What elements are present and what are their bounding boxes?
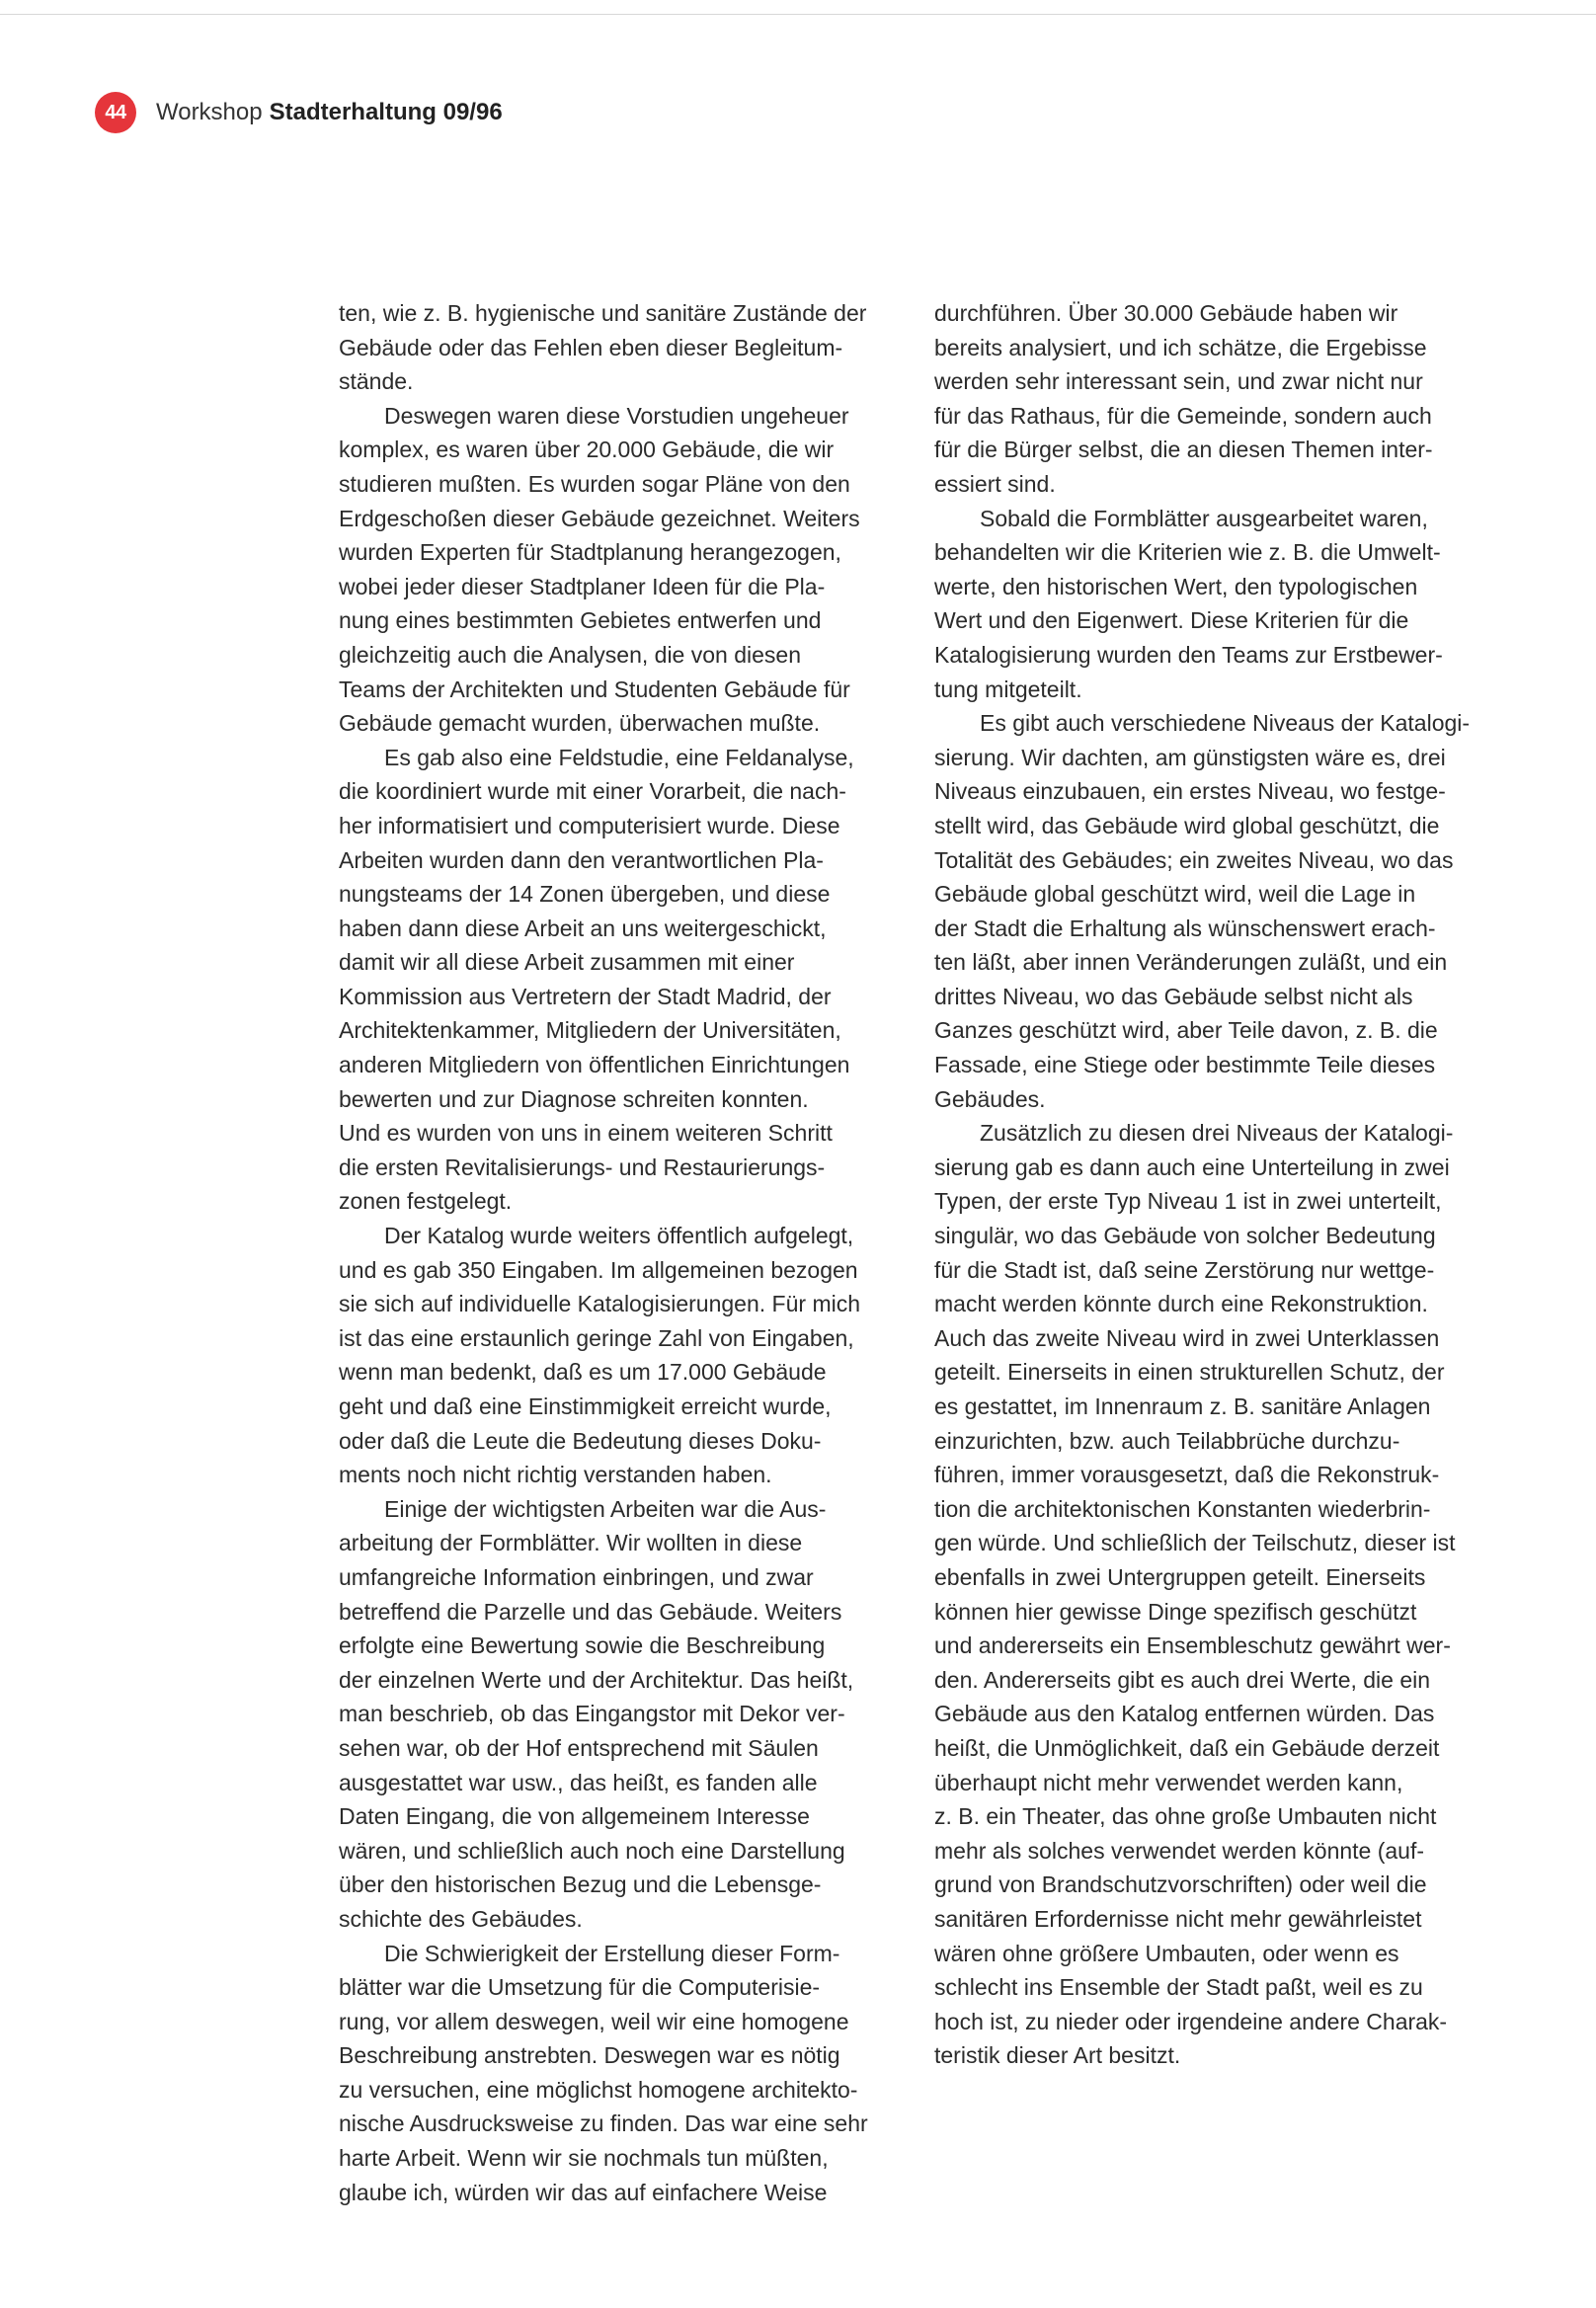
text-line: durchführen. Über 30.000 Gebäude haben wir xyxy=(934,300,1398,326)
text-line: führen, immer vorausgesetzt, daß die Rekonstruk- xyxy=(934,1462,1440,1488)
text-line: nische Ausdrucksweise zu finden. Das war eine sehr xyxy=(339,2110,868,2137)
text-line: Sobald die Formblätter ausgearbeitet waren, xyxy=(980,505,1428,531)
text-line: Gebäude global geschützt wird, weil die Lage in xyxy=(934,881,1416,908)
text-line: wären ohne größere Umbauten, oder wenn es xyxy=(934,1940,1399,1966)
text-line: Gebäude oder das Fehlen eben dieser Begleitum- xyxy=(339,334,843,360)
text-line: nungsteams der 14 Zonen übergeben, und diese xyxy=(339,881,831,908)
text-line: Ganzes geschützt wird, aber Teile davon, z. B. die xyxy=(934,1017,1438,1044)
text-line: rung, vor allem deswegen, weil wir eine homogene xyxy=(339,2008,849,2034)
text-line: arbeitung der Formblätter. Wir wollten in diese xyxy=(339,1530,803,1556)
text-line: Typen, der erste Typ Niveau 1 ist in zwei unterteilt, xyxy=(934,1188,1442,1215)
text-line: wären, und schließlich auch noch eine Darstellung xyxy=(339,1837,845,1864)
text-line: Erdgeschoßen dieser Gebäude gezeichnet. Weiters xyxy=(339,505,860,531)
text-line: Katalogisierung wurden den Teams zur Erstbewer- xyxy=(934,641,1443,668)
text-line: Architektenkammer, Mitgliedern der Universitäten, xyxy=(339,1017,841,1044)
text-line: erfolgte eine Bewertung sowie die Beschreibung xyxy=(339,1632,826,1659)
text-line: Gebäude aus den Katalog entfernen würden. Das xyxy=(934,1701,1435,1727)
text-line: sie sich auf individuelle Katalogisierungen. Für mich xyxy=(339,1291,861,1317)
text-line: Kommission aus Vertretern der Stadt Madrid, der xyxy=(339,983,832,1009)
text-line: heißt, die Unmöglichkeit, daß ein Gebäude derzeit xyxy=(934,1734,1440,1761)
text-line: Gebäudes. xyxy=(934,1085,1046,1112)
text-line: wobei jeder dieser Stadtplaner Ideen für die Pla- xyxy=(339,573,826,599)
text-line: z. B. ein Theater, das ohne große Umbauten nicht xyxy=(934,1803,1437,1830)
text-line: Es gibt auch verschiedene Niveaus der Katalogi- xyxy=(980,710,1471,737)
text-line: umfangreiche Information einbringen, und zwar xyxy=(339,1563,814,1590)
issue-title: Stadterhaltung 09/96 xyxy=(269,99,503,125)
text-line: stände. xyxy=(339,368,414,395)
text-line: und andererseits ein Ensembleschutz gewährt wer- xyxy=(934,1632,1451,1659)
text-column-left xyxy=(339,296,912,2209)
text-line: wurden Experten für Stadtplanung herangezogen, xyxy=(339,539,841,566)
text-line: werte, den historischen Wert, den typologischen xyxy=(934,573,1418,599)
text-line: tion die architektonischen Konstanten wiederbrin- xyxy=(934,1495,1431,1522)
top-rule xyxy=(0,14,1596,15)
text-line: haben dann diese Arbeit an uns weitergeschickt, xyxy=(339,915,827,941)
text-line: für die Bürger selbst, die an diesen Themen inter- xyxy=(934,437,1433,463)
text-line: komplex, es waren über 20.000 Gebäude, die wir xyxy=(339,437,835,463)
text-line: sehen war, ob der Hof entsprechend mit Säulen xyxy=(339,1734,819,1761)
text-line: können hier gewisse Dinge spezifisch geschützt xyxy=(934,1598,1417,1625)
text-line: bereits analysiert, und ich schätze, die Ergebisse xyxy=(934,334,1427,360)
text-line: Und es wurden von uns in einem weiteren Schritt xyxy=(339,1120,833,1147)
text-line: blätter war die Umsetzung für die Computerisie- xyxy=(339,1974,821,2001)
text-line: drittes Niveau, wo das Gebäude selbst nicht als xyxy=(934,983,1413,1009)
text-line: überhaupt nicht mehr verwendet werden kann, xyxy=(934,1769,1403,1795)
text-line: Beschreibung anstrebten. Deswegen war es nötig xyxy=(339,2042,840,2069)
text-line: bewerten und zur Diagnose schreiten konnten. xyxy=(339,1085,809,1112)
text-line: Totalität des Gebäudes; ein zweites Niveau, wo das xyxy=(934,846,1454,873)
text-line: geteilt. Einerseits in einen strukturellen Schutz, der xyxy=(934,1359,1445,1386)
text-line: und es gab 350 Eingaben. Im allgemeinen bezogen xyxy=(339,1256,858,1283)
text-line: stellt wird, das Gebäude wird global geschützt, die xyxy=(934,812,1440,838)
text-line: betreffend die Parzelle und das Gebäude. Weiters xyxy=(339,1598,842,1625)
text-line: Daten Eingang, die von allgemeinem Interesse xyxy=(339,1803,810,1830)
text-line: anderen Mitgliedern von öffentlichen Einrichtungen xyxy=(339,1052,850,1078)
text-line: harte Arbeit. Wenn wir sie nochmals tun müßten, xyxy=(339,2145,829,2172)
text-line: ebenfalls in zwei Untergruppen geteilt. Einerseits xyxy=(934,1563,1426,1590)
text-line: Wert und den Eigenwert. Diese Kriterien für die xyxy=(934,607,1409,634)
text-line: behandelten wir die Kriterien wie z. B. die Umwelt- xyxy=(934,539,1441,566)
text-line: tung mitgeteilt. xyxy=(934,676,1082,702)
text-line: werden sehr interessant sein, und zwar nicht nur xyxy=(934,368,1423,395)
text-line: mehr als solches verwendet werden könnte (auf- xyxy=(934,1837,1425,1864)
text-line: schichte des Gebäudes. xyxy=(339,1905,583,1932)
text-line: für das Rathaus, für die Gemeinde, sondern auch xyxy=(934,402,1432,429)
text-line: Es gab also eine Feldstudie, eine Feldanalyse, xyxy=(384,744,854,770)
text-line: Teams der Architekten und Studenten Gebäude für xyxy=(339,676,850,702)
text-line: grund von Brandschutzvorschriften) oder weil die xyxy=(934,1871,1427,1898)
text-line: gleichzeitig auch die Analysen, die von diesen xyxy=(339,641,801,668)
text-line: Fassade, eine Stiege oder bestimmte Teile dieses xyxy=(934,1052,1436,1078)
text-line: oder daß die Leute die Bedeutung dieses Doku- xyxy=(339,1427,822,1454)
text-line: man beschrieb, ob das Eingangstor mit Dekor ver- xyxy=(339,1701,845,1727)
text-line: Der Katalog wurde weiters öffentlich aufgelegt, xyxy=(384,1223,854,1249)
text-line: den. Andererseits gibt es auch drei Werte, die ein xyxy=(934,1666,1431,1693)
publication-name: Workshop xyxy=(156,99,263,125)
text-line: nung eines bestimmten Gebietes entwerfen und xyxy=(339,607,822,634)
text-line: geht und daß eine Einstimmigkeit erreicht wurde, xyxy=(339,1393,832,1419)
text-line: Auch das zweite Niveau wird in zwei Unterklassen xyxy=(934,1324,1440,1351)
text-line: Zusätzlich zu diesen drei Niveaus der Katalogi- xyxy=(980,1120,1454,1147)
page-number-badge: 44 xyxy=(95,92,136,133)
text-line: hoch ist, zu nieder oder irgendeine andere Charak- xyxy=(934,2008,1448,2034)
text-line: wenn man bedenkt, daß es um 17.000 Gebäude xyxy=(339,1359,827,1386)
text-line: ten, wie z. B. hygienische und sanitäre Zustände der xyxy=(339,300,867,326)
text-line: schlecht ins Ensemble der Stadt paßt, weil es zu xyxy=(934,1974,1423,2001)
text-line: ausgestattet war usw., das heißt, es fanden alle xyxy=(339,1769,818,1795)
text-line: studieren mußten. Es wurden sogar Pläne von den xyxy=(339,470,850,497)
text-line: ist das eine erstaunlich geringe Zahl von Eingaben, xyxy=(339,1324,854,1351)
text-line: über den historischen Bezug und die Lebensge- xyxy=(339,1871,822,1898)
text-line: für die Stadt ist, daß seine Zerstörung nur wettge- xyxy=(934,1256,1435,1283)
text-line: Arbeiten wurden dann den verantwortlichen Pla- xyxy=(339,846,824,873)
text-line: glaube ich, würden wir das auf einfachere Weise xyxy=(339,2179,828,2205)
text-line: Deswegen waren diese Vorstudien ungeheuer xyxy=(384,402,849,429)
text-line: essiert sind. xyxy=(934,470,1056,497)
text-line: sanitären Erfordernisse nicht mehr gewährleistet xyxy=(934,1905,1422,1932)
text-line: ments noch nicht richtig verstanden haben. xyxy=(339,1462,772,1488)
text-line: macht werden könnte durch eine Rekonstruktion. xyxy=(934,1291,1428,1317)
text-line: zu versuchen, eine möglichst homogene architekto- xyxy=(339,2076,858,2103)
text-line: sierung. Wir dachten, am günstigsten wäre es, drei xyxy=(934,744,1446,770)
text-line: sierung gab es dann auch eine Unterteilung in zwei xyxy=(934,1154,1450,1180)
text-line: Einige der wichtigsten Arbeiten war die Aus- xyxy=(384,1495,827,1522)
text-column-right xyxy=(934,296,1507,2073)
text-line: ten läßt, aber innen Veränderungen zuläßt, und ein xyxy=(934,949,1448,976)
text-line: es gestattet, im Innenraum z. B. sanitäre Anlagen xyxy=(934,1393,1431,1419)
text-line: her informatisiert und computerisiert wurde. Diese xyxy=(339,812,840,838)
text-line: Die Schwierigkeit der Erstellung dieser Form- xyxy=(384,1940,840,1966)
text-line: Gebäude gemacht wurden, überwachen mußte. xyxy=(339,710,821,737)
text-line: teristik dieser Art besitzt. xyxy=(934,2042,1181,2069)
text-line: einzurichten, bzw. auch Teilabbrüche durchzu- xyxy=(934,1427,1400,1454)
text-line: zonen festgelegt. xyxy=(339,1188,513,1215)
running-header xyxy=(95,91,503,134)
text-line: damit wir all diese Arbeit zusammen mit einer xyxy=(339,949,795,976)
text-line: die koordiniert wurde mit einer Vorarbeit, die nach- xyxy=(339,778,846,805)
text-line: die ersten Revitalisierungs- und Restaurierungs- xyxy=(339,1154,826,1180)
text-line: singulär, wo das Gebäude von solcher Bedeutung xyxy=(934,1223,1436,1249)
text-line: gen würde. Und schließlich der Teilschutz, dieser ist xyxy=(934,1530,1456,1556)
text-line: der einzelnen Werte und der Architektur. Das heißt, xyxy=(339,1666,854,1693)
text-line: der Stadt die Erhaltung als wünschenswert erach- xyxy=(934,915,1436,941)
text-line: Niveaus einzubauen, ein erstes Niveau, wo festge- xyxy=(934,778,1446,805)
